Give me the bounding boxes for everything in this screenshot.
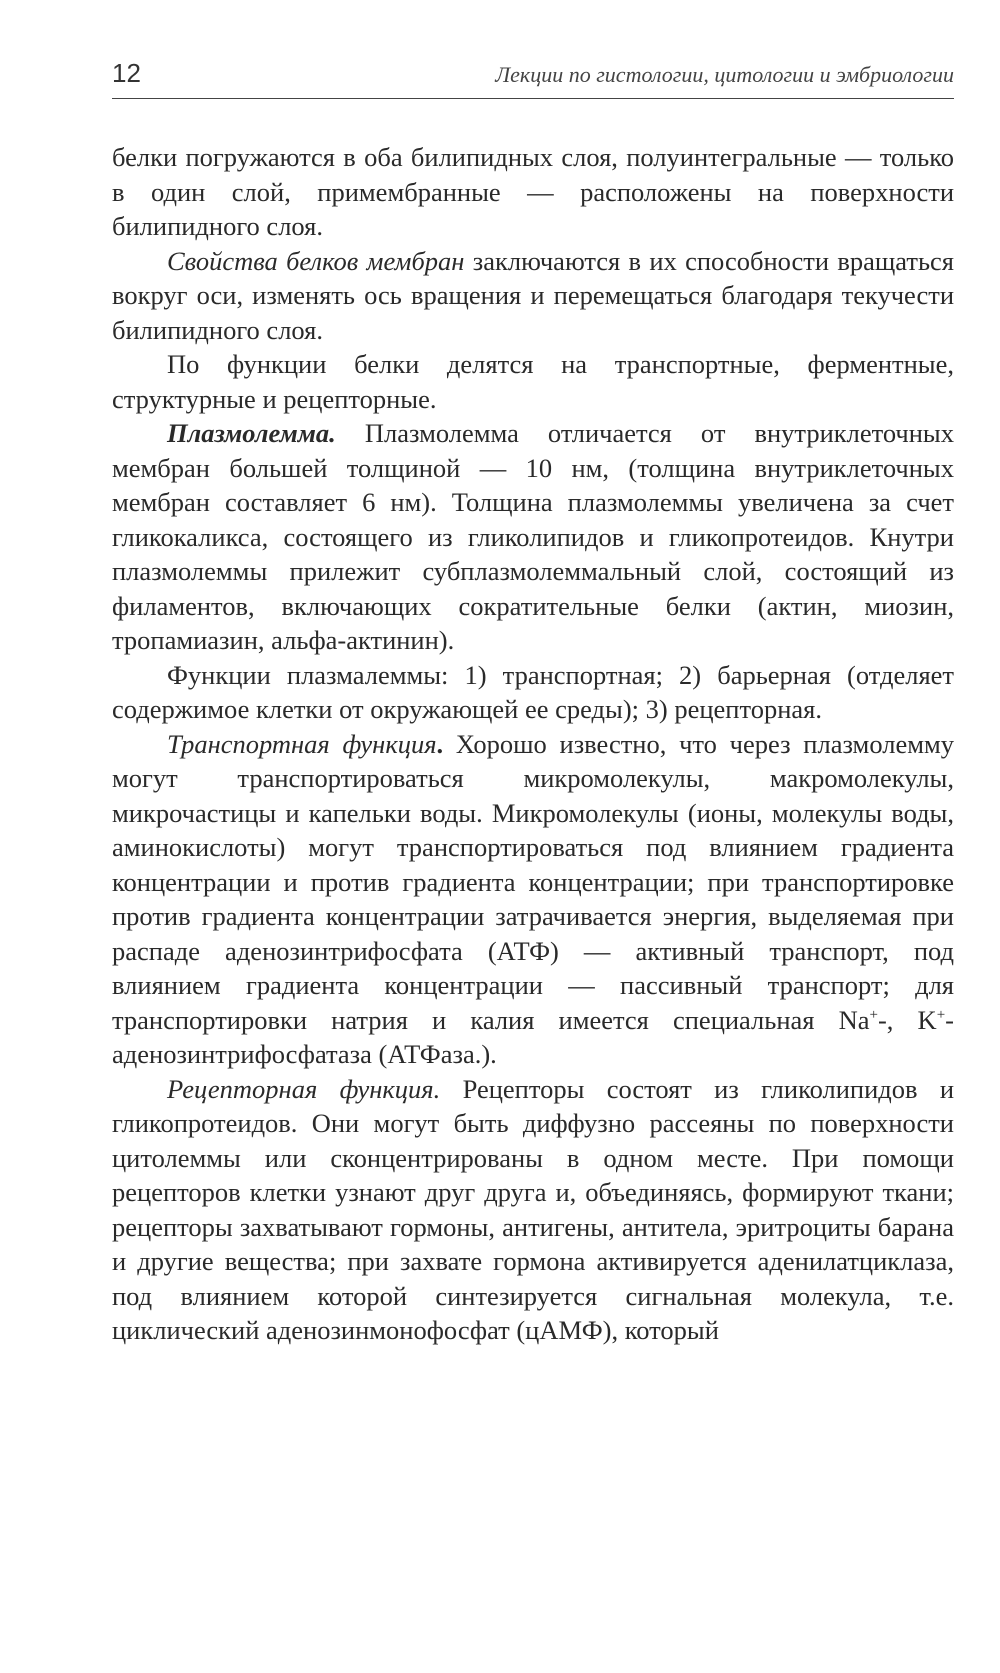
paragraph-4 [112, 416, 954, 658]
paragraph-2-text: заключаются в их способности вращаться вокруг оси, изменять ось вращения и перемещаться благодаря текучести билипидного слоя. [112, 245, 954, 345]
paragraph-2 [112, 244, 954, 348]
term-receptor-function: Рецепторная функция. [167, 1073, 441, 1104]
superscript-plus-na: + [869, 1006, 878, 1023]
term-transport-dot: . [436, 728, 444, 759]
paragraph-7-text: Рецепторы состоят из гликолипидов и гликопротеидов. Они могут быть диффузно рассеяны по поверхности цитолеммы или сконцентрированы в одном месте. При помощи рецепторов клетки узнают друг друга и, объединяясь, формируют ткани; рецепторы захватывают гормоны, антигены, антитела, эритроциты барана и другие вещества; при захвате гормона активируется аденилатциклаза, под влиянием которой синтезируется сигнальная молекула, т.е. циклический аденозинмонофосфат (цАМФ), который [112, 1073, 954, 1345]
page-header [112, 58, 954, 99]
running-title: Лекции по гистологии, цитологии и эмбриологии [495, 62, 954, 87]
paragraph-7 [112, 1072, 954, 1348]
paragraph-1: белки погружаются в оба билипидных слоя, полуинтегральные — только в один слой, примембранные — расположены на поверхности билипидного слоя. [112, 142, 954, 241]
paragraph-6 [112, 727, 954, 1072]
term-membrane-protein-properties: Свойства белков мембран [167, 245, 465, 276]
paragraph-6-text-c: -аденозинтрифосфатаза (АТФаза.). [112, 1004, 954, 1069]
paragraph-6-text-b: -, K [877, 1004, 937, 1035]
term-plasmalemma: Плазмолемма. [167, 418, 336, 448]
term-transport-function: Транспортная функция [167, 728, 437, 759]
paragraph-4-text: Плазмолемма отличается от внутриклеточных мембран большей толщиной — 10 нм, (толщина внутриклеточных мембран составляет 6 нм). Толщина плазмолеммы увеличена за счет гликокаликса, состоящего из гликолипидов и гликопротеидов. Кнутри плазмолеммы прилежит субплазмолеммальный слой, состоящий из филаментов, включающих сократительные белки (актин, миозин, тропамиазин, альфа-актинин). [112, 418, 954, 655]
page-number: 12 [112, 58, 141, 88]
paragraph-5: Функции плазмалеммы: 1) транспортная; 2) барьерная (отделяет содержимое клетки от окружающей ее среды); 3) рецепторная. [112, 659, 954, 724]
superscript-plus-k: + [936, 1006, 946, 1023]
paragraph-3: По функции белки делятся на транспортные, ферментные, структурные и рецепторные. [112, 349, 954, 414]
body-text [112, 140, 954, 1348]
paragraph-6-text-a: Хорошо известно, что через плазмолемму могут транспортироваться микромолекулы, макромолекулы, микрочастицы и капельки воды. Микромолекулы (ионы, молекулы воды, аминокислоты) могут транспортироваться под влиянием градиента концентрации и против градиента концентрации; при транспортировке против градиента концентрации затрачивается энергия, выделяемая при распаде аденозинтрифосфата (АТФ) — активный транспорт, под влиянием градиента концентрации — пассивный транспорт; для транспортировки натрия и калия имеется специальная Na [112, 728, 954, 1035]
